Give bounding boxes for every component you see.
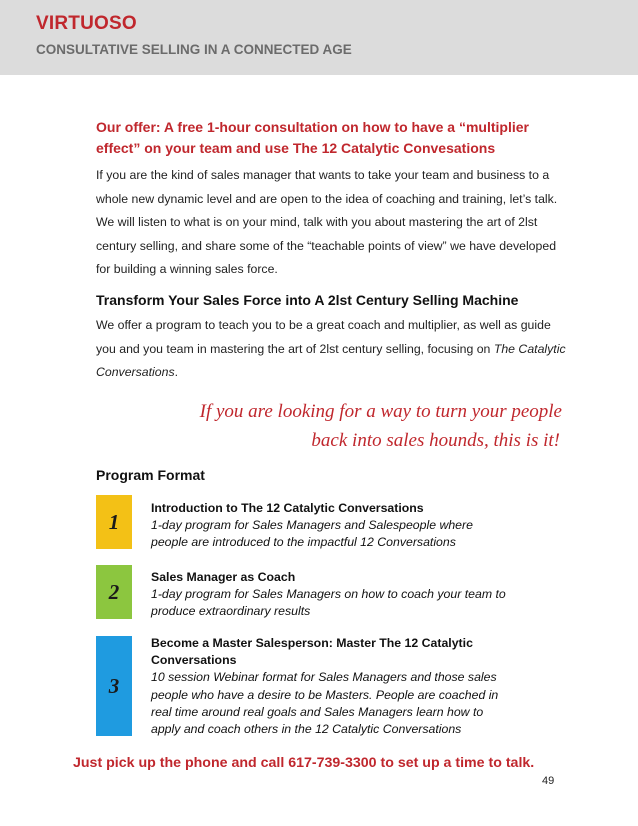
offer-paragraph: If you are the kind of sales manager that wants to take your team and business to a whole new dynamic level and are open to the idea of coaching and training, let’s talk. We will listen to what is on your mind, talk with you about mastering the art of 2lst century selling, and share some of the “teachable points of view” we have developed for building a winning sales force. (96, 168, 558, 276)
step-1-description: 1-day program for Sales Managers and Salespeople where people are introduced to the impactful 12 Conversations (151, 518, 473, 550)
transform-paragraph (96, 314, 566, 385)
transform-body-italic: The Catalytic Conversations (96, 341, 566, 379)
step-number-3: 3 (96, 636, 132, 736)
program-format-heading: Program Format (96, 467, 205, 483)
step-number-2: 2 (96, 565, 132, 619)
pull-quote (150, 397, 564, 455)
step-number-1: 1 (96, 495, 132, 549)
step-2-description: 1-day program for Sales Managers on how to coach your team to produce extraordinary results (151, 587, 506, 619)
transform-heading: Transform Your Sales Force into A 2lst Century Selling Machine (96, 292, 519, 308)
pull-quote-line-1: If you are looking for a way to turn your people (199, 401, 562, 422)
step-2-title: Sales Manager as Coach (151, 570, 296, 584)
pull-quote-line-2: back into sales hounds, this is it! (311, 430, 560, 451)
header-band (0, 0, 638, 75)
page-number: 49 (542, 775, 555, 787)
transform-body: We offer a program to teach you to be a great coach and multiplier, as well as guide you and you team in mastering the art of 2lst century selling, focusing on (96, 318, 551, 356)
step-1-title: Introduction to The 12 Catalytic Conversations (151, 501, 424, 515)
call-to-action: Just pick up the phone and call 617-739-3300 to set up a time to talk. (73, 755, 535, 771)
offer-heading: Our offer: A free 1-hour consultation on how to have a “multiplier effect” on your team and use The 12 Catalytic Convesations (96, 119, 529, 156)
step-2 (151, 569, 511, 621)
brand-title: VIRTUOSO (36, 13, 137, 34)
step-3 (151, 635, 511, 738)
step-1 (151, 500, 511, 552)
step-3-description: 10 session Webinar format for Sales Managers and those sales people who have a desire to be Masters. People are coached in real time around real goals and Sales Managers learn how to apply and coach others in the 12 Catalytic Conversations (151, 670, 499, 737)
transform-body-end: . (174, 365, 179, 379)
step-3-title: Become a Master Salesperson: Master The 12 Catalytic Conversations (151, 636, 473, 668)
brand-tagline: CONSULTATIVE SELLING IN A CONNECTED AGE (36, 42, 352, 57)
